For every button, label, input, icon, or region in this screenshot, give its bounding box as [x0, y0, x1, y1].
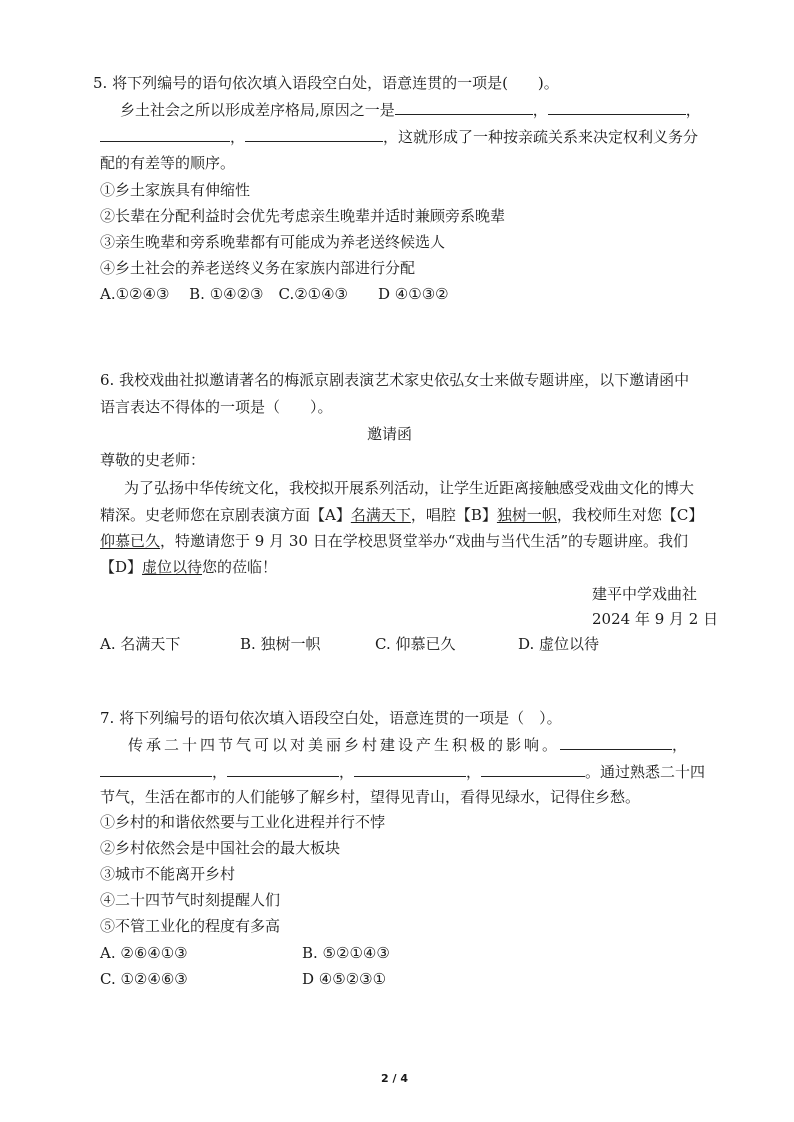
q7-sep: ，	[212, 763, 228, 781]
q7-answer-d: D ④⑤②③①	[302, 970, 387, 988]
q7-sep: ，	[672, 736, 691, 754]
letter-title: 邀请函	[367, 425, 413, 443]
q5-blank-2[interactable]	[548, 100, 686, 115]
page-number: 2 / 4	[381, 1072, 408, 1085]
q6-option-c: C. 仰慕已久	[375, 635, 456, 653]
q7-answer-c: C. ①②④⑥③	[100, 970, 188, 988]
letter-text: ，我校师生对您【C】	[556, 506, 704, 524]
q7-answer-b: B. ⑤②①④③	[302, 944, 390, 962]
q5-option-3: ③亲生晚辈和旁系晚辈都有可能成为养老送终候选人	[100, 233, 446, 251]
letter-signature: 建平中学戏曲社	[592, 585, 698, 603]
q7-blank-1[interactable]	[560, 735, 672, 750]
q7-line3: 节气，生活在都市的人们能够了解乡村，望得见青山，看得见绿水，记得住乡愁。	[100, 788, 641, 806]
q5-line2-text: ，这就形成了一种按亲疏关系来决定权利义务分	[383, 128, 699, 146]
q5-line3: 配的有差等的顺序。	[100, 154, 236, 172]
q5-option-1: ①乡土家族具有伸缩性	[100, 181, 251, 199]
q5-blank-4[interactable]	[245, 127, 383, 142]
letter-text: 精深。史老师您在京剧表演方面【A】	[100, 506, 351, 524]
marked-phrase-c: 仰慕已久	[100, 532, 161, 550]
letter-paragraph-line4	[100, 557, 277, 577]
q5-option-2: ②长辈在分配利益时会优先考虑亲生晚辈并适时兼顾旁系晚辈	[100, 207, 506, 225]
letter-text: 【D】	[100, 558, 143, 576]
q6-option-d: D. 虚位以待	[518, 635, 600, 653]
q7-line2	[100, 762, 705, 782]
q7-option-3: ③城市不能离开乡村	[100, 865, 236, 883]
q5-sep: ，	[685, 101, 701, 119]
q5-stem: 5. 将下列编号的语句依次填入语段空白处，语意连贯的一项是( )。	[93, 74, 559, 92]
letter-text: ，特邀请您于 9 月 30 日在学校思贤堂举办“戏曲与当代生活”的专题讲座。我们	[160, 532, 689, 550]
q5-line2	[100, 127, 698, 147]
q5-option-4: ④乡土社会的养老送终义务在家族内部进行分配	[100, 259, 416, 277]
q7-line2-text: 。通过熟悉二十四	[585, 763, 706, 781]
q7-sep: ，	[339, 763, 355, 781]
q7-option-2: ②乡村依然会是中国社会的最大板块	[100, 839, 341, 857]
q7-stem: 7. 将下列编号的语句依次填入语段空白处，语意连贯的一项是（ ）。	[100, 709, 562, 727]
letter-text: 您的莅临！	[202, 558, 278, 576]
q7-blank-4[interactable]	[354, 762, 466, 777]
marked-phrase-d: 虚位以待	[142, 558, 203, 576]
q6-option-b: B. 独树一帜	[240, 635, 321, 653]
q7-blank-2[interactable]	[100, 762, 212, 777]
q5-blank-1[interactable]	[395, 100, 533, 115]
q7-answer-a: A. ②⑥④①③	[100, 944, 188, 962]
q7-sep: ，	[466, 763, 482, 781]
marked-phrase-a: 名满天下	[350, 506, 411, 524]
q7-blank-3[interactable]	[227, 762, 339, 777]
q7-option-5: ⑤不管工业化的程度有多高	[100, 917, 281, 935]
letter-date: 2024 年 9 月 2 日	[592, 610, 719, 628]
q7-blank-5[interactable]	[481, 762, 585, 777]
q7-option-4: ④二十四节气时刻提醒人们	[100, 891, 281, 909]
q7-line1	[128, 735, 690, 755]
q6-option-a: A. 名满天下	[100, 635, 181, 653]
q5-line1	[120, 100, 701, 120]
letter-paragraph-line1: 为了弘扬中华传统文化，我校拟开展系列活动，让学生近距离接触感受戏曲文化的博大	[124, 479, 695, 497]
q5-blank-3[interactable]	[100, 127, 230, 142]
q6-stem-line2: 语言表达不得体的一项是（ ）。	[100, 398, 333, 416]
q7-option-1: ①乡村的和谐依然要与工业化进程并行不悖	[100, 813, 386, 831]
q5-sep: ，	[532, 101, 548, 119]
q5-answer-choices: A.①②④③ B. ①④②③ C.②①④③ D ④①③②	[100, 285, 449, 303]
q7-line1-text: 传承二十四节气可以对美丽乡村建设产生积极的影响。	[128, 736, 561, 754]
q5-sep: ，	[230, 128, 246, 146]
letter-salutation: 尊敬的史老师：	[100, 451, 206, 469]
q5-line1-text: 乡土社会之所以形成差序格局,原因之一是	[120, 101, 395, 119]
letter-paragraph-line2	[100, 505, 703, 525]
q6-stem-line1: 6. 我校戏曲社拟邀请著名的梅派京剧表演艺术家史依弘女士来做专题讲座，以下邀请函中	[100, 371, 690, 389]
letter-paragraph-line3	[100, 531, 688, 551]
marked-phrase-b: 独树一帜	[496, 506, 557, 524]
letter-text: ，唱腔【B】	[410, 506, 497, 524]
